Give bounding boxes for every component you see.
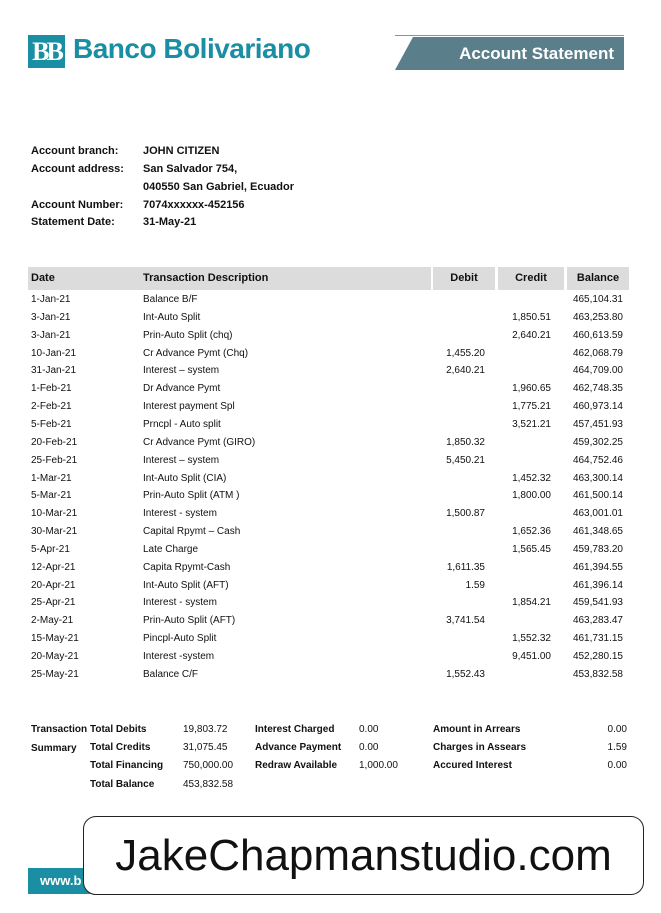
total-debits-label: Total Debits: [90, 724, 147, 735]
header-date: Date: [28, 267, 90, 290]
row-description: Capita Rpymt-Cash: [143, 561, 231, 573]
row-debit: 1,552.43: [446, 668, 485, 680]
account-branch-value: JOHN CITIZEN: [143, 145, 220, 157]
row-balance: 464,709.00: [572, 365, 623, 377]
total-debits-value: 19,803.72: [183, 724, 228, 735]
row-credit: 1,565.45: [512, 543, 551, 555]
row-description: Int-Auto Split (CIA): [143, 472, 227, 484]
row-balance: 461,500.14: [572, 490, 623, 502]
banner-rule: [395, 35, 624, 36]
table-row: [0, 594, 661, 612]
table-header: [28, 267, 629, 290]
charges-label: Charges in Assears: [433, 742, 527, 753]
row-balance: 464,752.46: [572, 454, 623, 466]
row-date: 1-Feb-21: [31, 383, 72, 395]
row-description: Balance C/F: [143, 668, 199, 680]
statement-date-label: Statement Date:: [31, 216, 115, 228]
arrears-value: 0.00: [607, 724, 627, 735]
row-date: 20-Feb-21: [31, 436, 78, 448]
interest-charged-value: 0.00: [359, 724, 379, 735]
row-debit: 3,741.54: [446, 615, 485, 627]
row-date: 12-Apr-21: [31, 561, 76, 573]
summary-label-line1: Transaction: [31, 724, 88, 735]
row-balance: 462,748.35: [572, 383, 623, 395]
bank-name: Banco Bolivariano: [73, 33, 311, 64]
total-credits-label: Total Credits: [90, 742, 151, 753]
row-balance: 461,394.55: [572, 561, 623, 573]
row-balance: 460,973.14: [572, 401, 623, 413]
row-balance: 463,253.80: [572, 311, 623, 323]
row-description: Int-Auto Split: [143, 311, 201, 323]
row-date: 15-May-21: [31, 633, 79, 645]
row-balance: 459,783.20: [572, 543, 623, 555]
row-credit: 1,552.32: [512, 633, 551, 645]
row-date: 5-Mar-21: [31, 490, 72, 502]
table-row: [0, 362, 661, 380]
row-debit: 1,850.32: [446, 436, 485, 448]
row-credit: 1,850.51: [512, 311, 551, 323]
row-debit: 1.59: [465, 579, 485, 591]
row-description: Balance B/F: [143, 294, 198, 305]
accured-interest-label: Accured Interest: [433, 760, 512, 771]
row-balance: 463,283.47: [572, 615, 623, 627]
accured-interest-value: 0.00: [607, 760, 627, 771]
header-balance: Balance: [567, 267, 629, 290]
table-row: [0, 648, 661, 666]
row-debit: 1,455.20: [446, 347, 485, 359]
header-debit: Debit: [433, 267, 495, 290]
row-debit: 5,450.21: [446, 454, 485, 466]
table-row: [0, 452, 661, 470]
row-description: Interest – system: [143, 454, 220, 466]
account-address-line1: San Salvador 754,: [143, 163, 238, 175]
row-date: 31-Jan-21: [31, 365, 77, 377]
table-row: [0, 309, 661, 327]
row-balance: 452,280.15: [572, 651, 623, 662]
row-credit: 1,775.21: [512, 401, 551, 413]
row-balance: 465,104.31: [572, 294, 623, 305]
table-row: [0, 505, 661, 523]
row-credit: 1,652.36: [512, 526, 551, 538]
table-row: [0, 523, 661, 541]
row-debit: 1,611.35: [446, 561, 485, 573]
account-address-label: Account address:: [31, 163, 124, 175]
row-date: 25-Apr-21: [31, 597, 76, 609]
statement-title: Account Statement: [459, 44, 614, 63]
row-date: 25-May-21: [31, 668, 79, 680]
advance-payment-value: 0.00: [359, 742, 379, 753]
redraw-available-label: Redraw Available: [255, 760, 338, 771]
total-financing-value: 750,000.00: [183, 760, 234, 771]
row-credit: 1,452.32: [512, 472, 551, 484]
row-description: Interest - system: [143, 508, 217, 520]
account-number-label: Account Number:: [31, 199, 124, 211]
table-row: [0, 380, 661, 398]
table-row: [0, 398, 661, 416]
row-date: 30-Mar-21: [31, 526, 78, 538]
charges-value: 1.59: [607, 742, 627, 753]
row-credit: 2,640.21: [512, 329, 551, 341]
row-balance: 462,068.79: [572, 347, 623, 359]
header-description: Transaction Description: [90, 267, 431, 290]
row-date: 1-Jan-21: [31, 294, 71, 305]
row-description: Prin-Auto Split (ATM ): [143, 490, 240, 502]
row-date: 2-Feb-21: [31, 401, 72, 413]
table-row: [0, 434, 661, 452]
row-description: Int-Auto Split (AFT): [143, 579, 229, 591]
row-description: Prin-Auto Split (AFT): [143, 615, 236, 627]
row-description: Interest payment Spl: [143, 401, 235, 413]
interest-charged-label: Interest Charged: [255, 724, 335, 735]
watermark-text: JakeChapmanstudio.com: [115, 831, 612, 880]
row-balance: 461,396.14: [572, 579, 623, 591]
row-balance: 461,731.15: [572, 633, 623, 645]
row-date: 20-Apr-21: [31, 579, 76, 591]
row-debit: 1,500.87: [446, 508, 485, 520]
table-row: [0, 416, 661, 434]
row-date: 20-May-21: [31, 651, 79, 662]
row-balance: 460,613.59: [572, 329, 623, 341]
account-number-value: 7074xxxxxx-452156: [143, 199, 245, 211]
table-row: [0, 291, 661, 309]
row-description: Prncpl - Auto split: [143, 418, 221, 430]
row-balance: 459,541.93: [572, 597, 623, 609]
redraw-available-value: 1,000.00: [359, 760, 398, 771]
row-description: Interest – system: [143, 365, 220, 377]
arrears-label: Amount in Arrears: [433, 724, 521, 735]
row-balance: 459,302.25: [572, 436, 623, 448]
bank-logo-mark: BB: [28, 35, 65, 68]
statement-date-value: 31-May-21: [143, 216, 197, 228]
total-credits-value: 31,075.45: [183, 742, 228, 753]
row-balance: 463,300.14: [572, 472, 623, 484]
transaction-table-body: [0, 291, 661, 691]
table-row: [0, 487, 661, 505]
table-row: [0, 577, 661, 595]
row-date: 10-Jan-21: [31, 347, 77, 359]
row-description: Cr Advance Pymt (Chq): [143, 347, 249, 359]
row-date: 10-Mar-21: [31, 508, 78, 520]
row-credit: 3,521.21: [512, 418, 551, 430]
table-row: [0, 630, 661, 648]
row-balance: 461,348.65: [572, 526, 623, 538]
total-balance-label: Total Balance: [90, 779, 155, 790]
table-row: [0, 559, 661, 577]
row-description: Cr Advance Pymt (GIRO): [143, 436, 256, 448]
advance-payment-label: Advance Payment: [255, 742, 342, 753]
account-address-line2: 040550 San Gabriel, Ecuador: [143, 181, 295, 193]
row-date: 2-May-21: [31, 615, 74, 627]
total-financing-label: Total Financing: [90, 760, 164, 771]
row-credit: 1,960.65: [512, 383, 551, 395]
table-row: [0, 541, 661, 559]
row-description: Interest - system: [143, 597, 217, 609]
footer-website[interactable]: www.b: [40, 873, 82, 888]
row-description: Dr Advance Pymt: [143, 383, 221, 395]
row-date: 25-Feb-21: [31, 454, 78, 466]
row-date: 3-Jan-21: [31, 329, 71, 341]
table-row: [0, 345, 661, 363]
row-credit: 1,854.21: [512, 597, 551, 609]
row-description: Interest -system: [143, 651, 215, 662]
table-row: [0, 327, 661, 345]
row-balance: 463,001.01: [572, 508, 623, 520]
row-credit: 9,451.00: [512, 651, 551, 662]
row-description: Late Charge: [143, 543, 199, 555]
row-description: Pincpl-Auto Split: [143, 633, 217, 645]
row-date: 1-Mar-21: [31, 472, 72, 484]
row-debit: 2,640.21: [446, 365, 485, 377]
row-description: Capital Rpymt – Cash: [143, 526, 241, 538]
table-row: [0, 470, 661, 488]
account-branch-label: Account branch:: [31, 145, 119, 157]
total-balance-value: 453,832.58: [183, 779, 234, 790]
row-date: 5-Apr-21: [31, 543, 70, 555]
header-credit: Credit: [498, 267, 564, 290]
row-balance: 457,451.93: [572, 418, 623, 430]
row-credit: 1,800.00: [512, 490, 551, 502]
table-row: [0, 666, 661, 684]
row-date: 3-Jan-21: [31, 311, 71, 323]
table-row: [0, 612, 661, 630]
row-balance: 453,832.58: [572, 668, 623, 680]
row-date: 5-Feb-21: [31, 418, 72, 430]
summary-label-line2: Summary: [31, 743, 77, 754]
row-description: Prin-Auto Split (chq): [143, 329, 233, 341]
